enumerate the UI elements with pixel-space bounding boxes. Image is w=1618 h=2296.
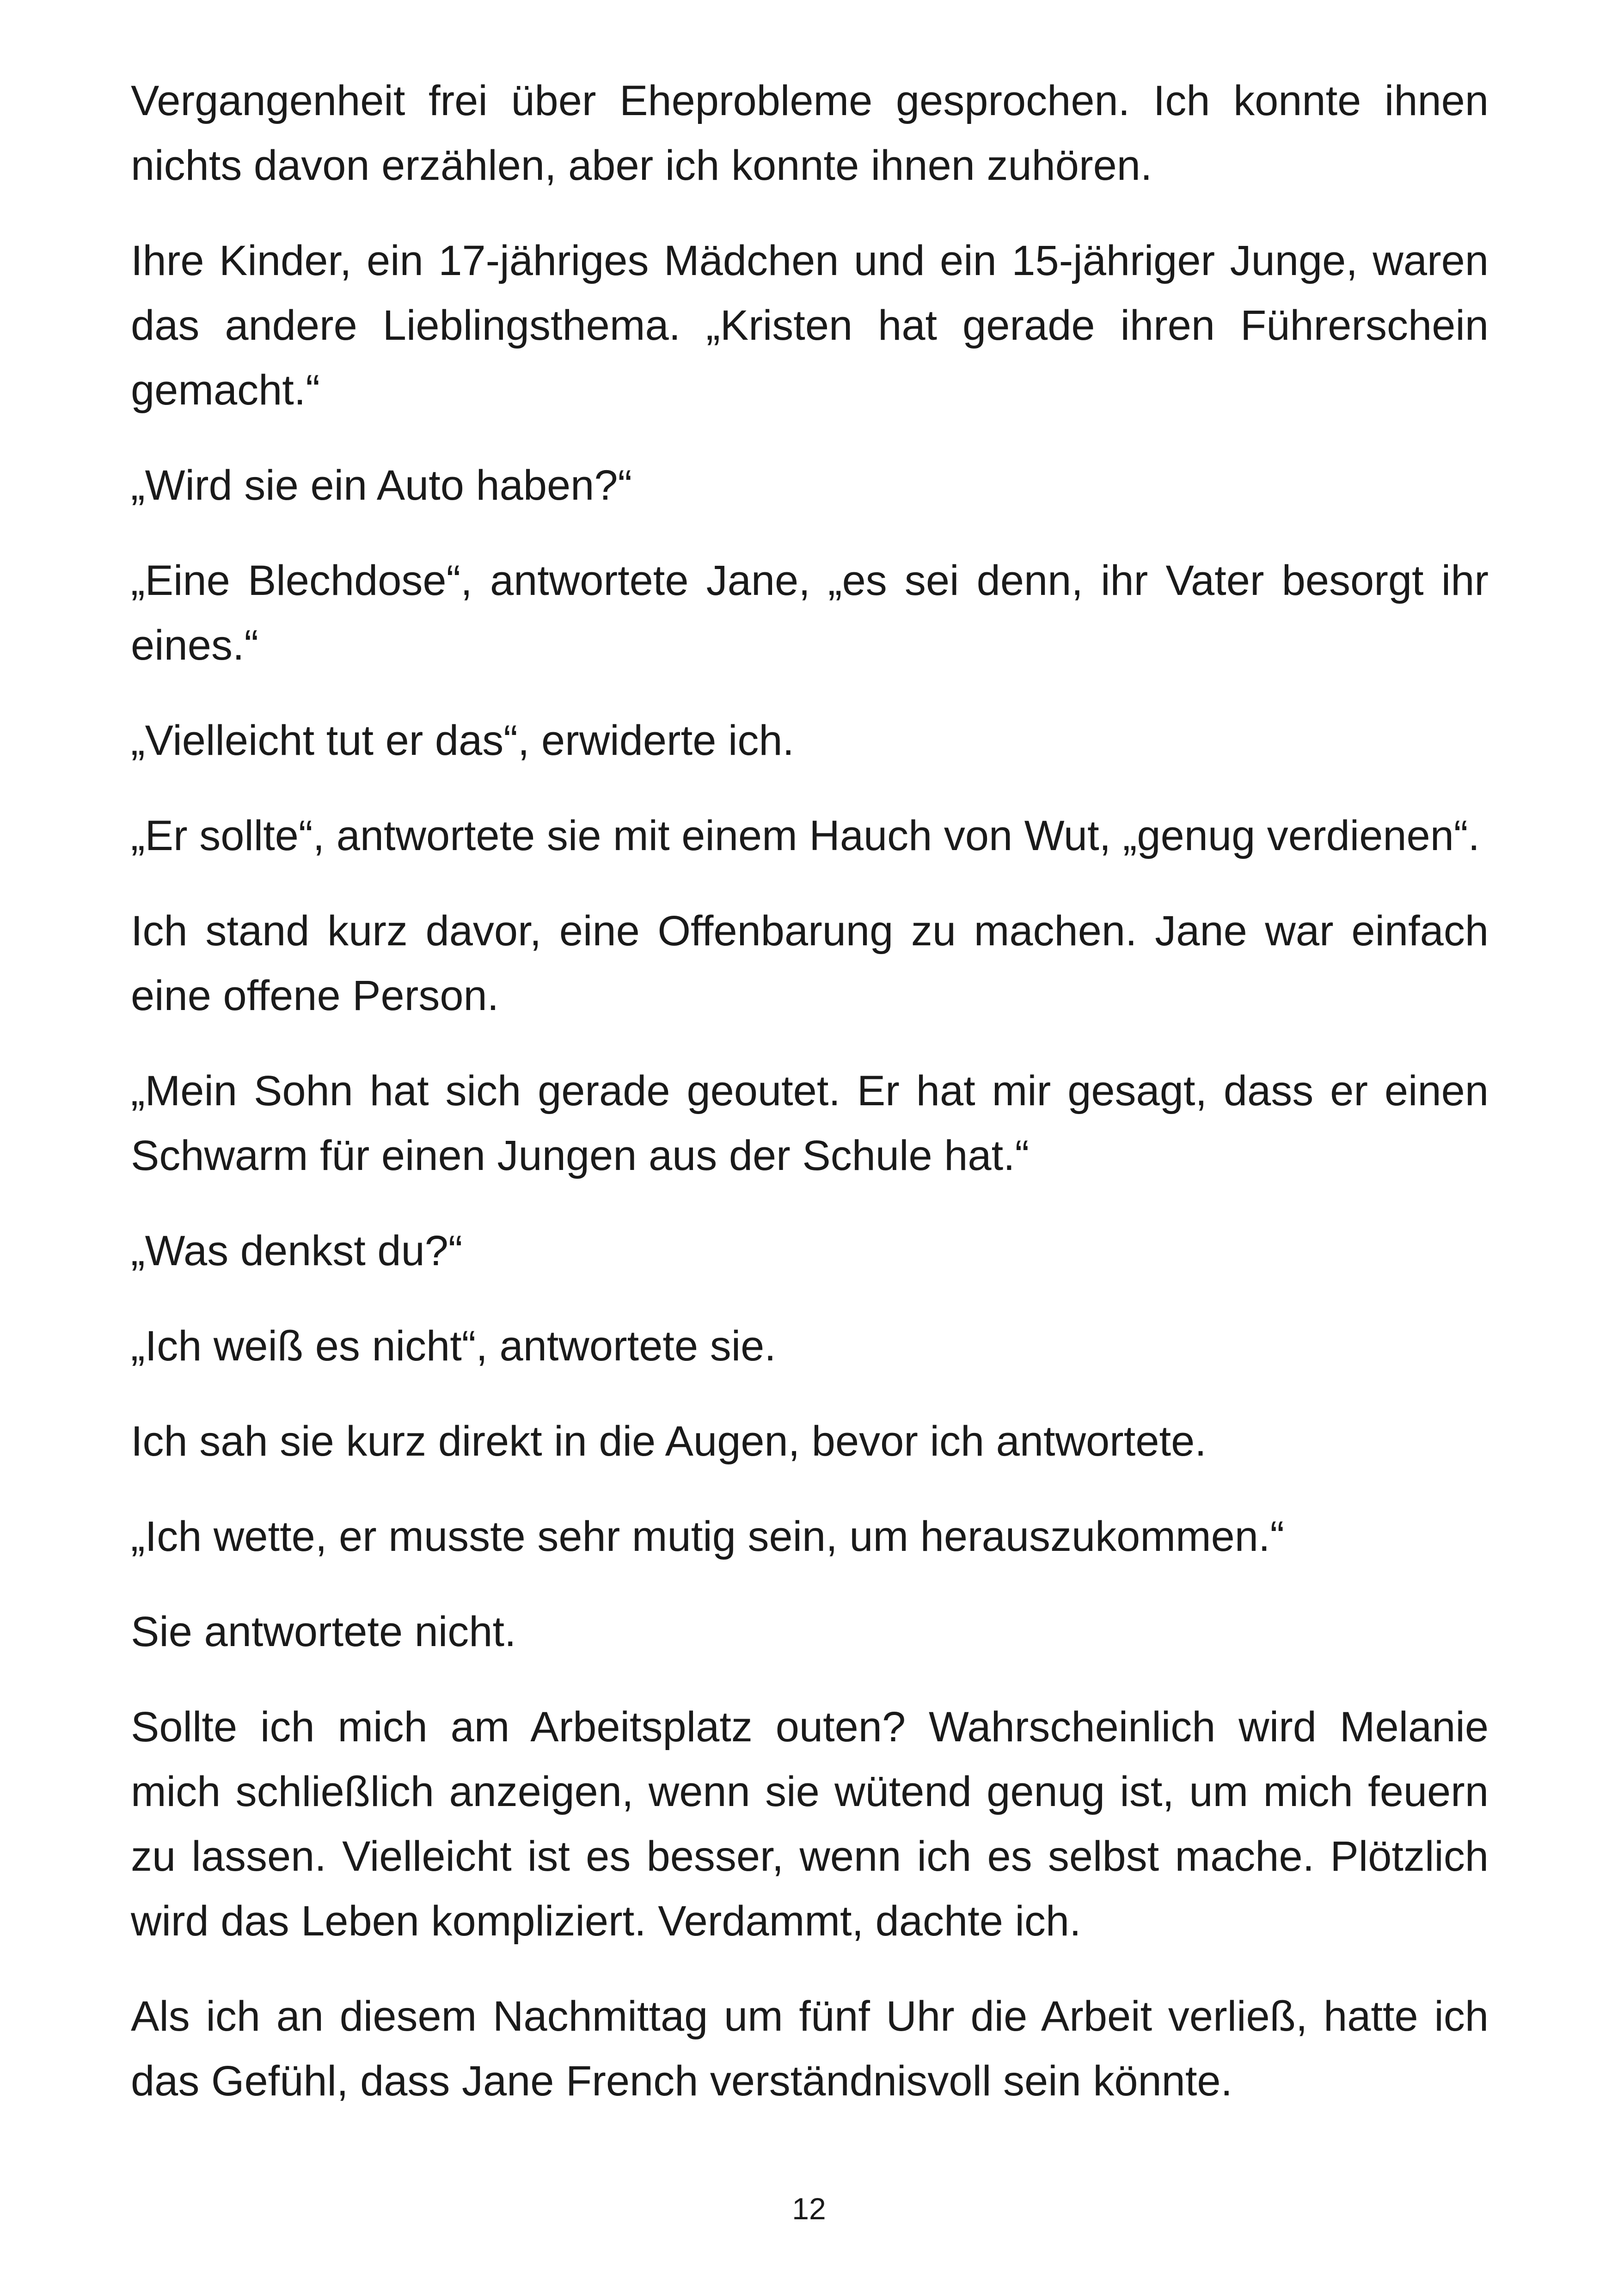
page-number: 12: [792, 2192, 826, 2226]
body-text: [131, 68, 1489, 2144]
paragraph: Als ich an diesem Nachmittag um fünf Uhr die Arbeit verließ, hatte ich das Gefühl, dass Jane French verständnisvoll sein könnte.: [131, 1993, 1489, 2105]
paragraph: „Was denkst du?“: [131, 1227, 463, 1274]
paragraph: „Wird sie ein Auto haben?“: [131, 462, 632, 509]
paragraph: „Er sollte“, antwortete sie mit einem Hauch von Wut, „genug verdienen“.: [131, 812, 1480, 859]
paragraph: Ich stand kurz davor, eine Offenbarung zu machen. Jane war einfach eine offene Person.: [131, 907, 1489, 1019]
paragraph: Vergangenheit frei über Eheprobleme gesprochen. Ich konnte ihnen nichts davon erzählen, aber ich konnte ihnen zuhören.: [131, 77, 1489, 189]
paragraph: Sie antwortete nicht.: [131, 1608, 516, 1655]
paragraph: „Eine Blechdose“, antwortete Jane, „es sei denn, ihr Vater besorgt ihr eines.“: [131, 557, 1489, 669]
paragraph: Ihre Kinder, ein 17-jähriges Mädchen und ein 15-jähriger Junge, waren das andere Lieblingsthema. „Kristen hat gerade ihren Führerschein gemacht.“: [131, 237, 1489, 414]
paragraph: „Ich weiß es nicht“, antwortete sie.: [131, 1322, 776, 1370]
paragraph: Sollte ich mich am Arbeitsplatz outen? Wahrscheinlich wird Melanie mich schließlich anzeigen, wenn sie wütend genug ist, um mich feuern zu lassen. Vielleicht ist es besser, wenn ich es selbst mache. Plötzlich wird das Leben kompliziert. Verdammt, dachte ich.: [131, 1703, 1489, 1945]
paragraph: „Vielleicht tut er das“, erwiderte ich.: [131, 717, 795, 764]
paragraph: „Mein Sohn hat sich gerade geoutet. Er hat mir gesagt, dass er einen Schwarm für einen Jungen aus der Schule hat.“: [131, 1067, 1489, 1179]
paragraph: „Ich wette, er musste sehr mutig sein, um herauszukommen.“: [131, 1513, 1285, 1560]
paragraph: Ich sah sie kurz direkt in die Augen, bevor ich antwortete.: [131, 1418, 1207, 1465]
